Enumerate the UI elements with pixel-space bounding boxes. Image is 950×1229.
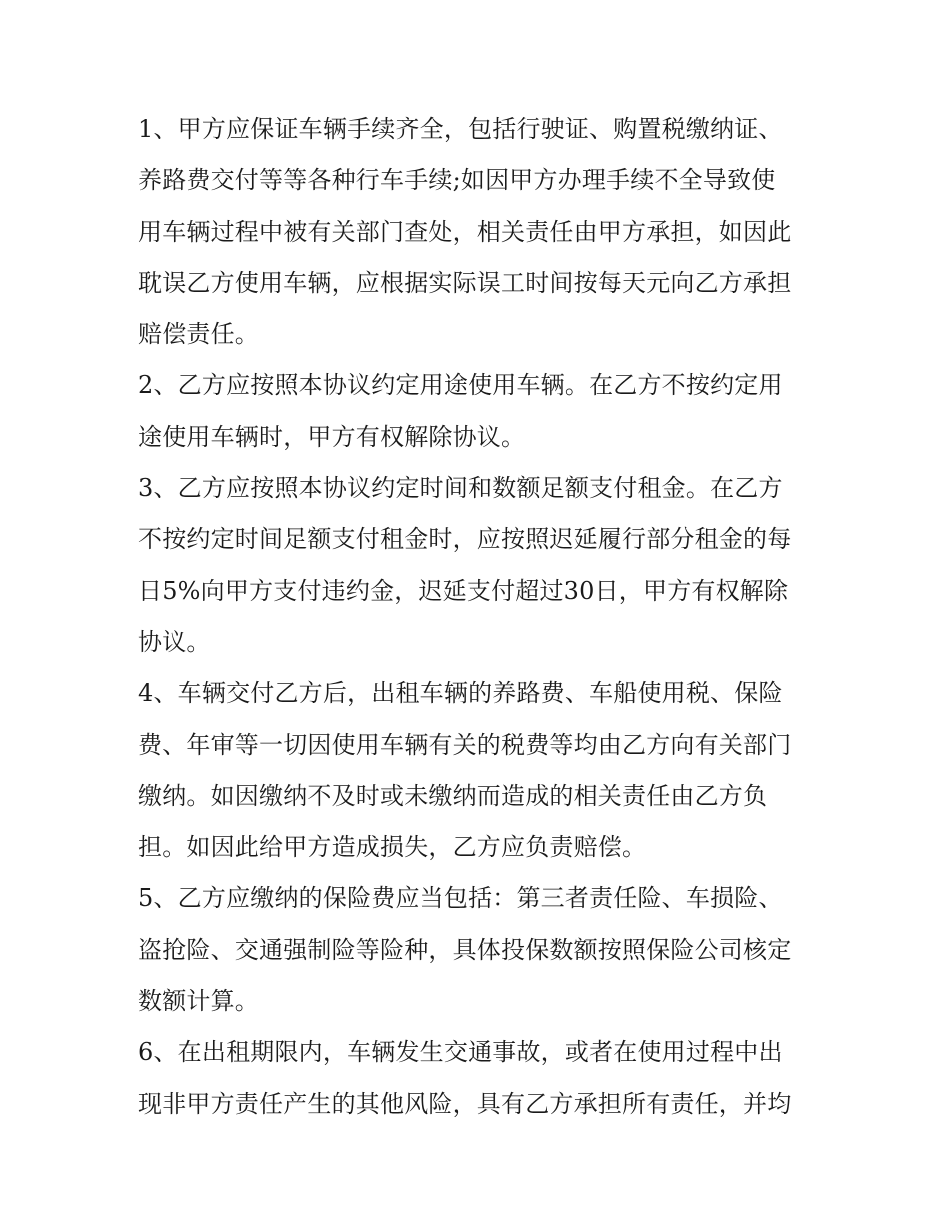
text-line: 协议。 <box>138 627 211 656</box>
text-line: 2、乙方应按照本协议约定用途使用车辆。在乙方不按约定用 <box>138 371 783 400</box>
text-line: 用车辆过程中被有关部门查处，相关责任由甲方承担，如因此 <box>138 217 792 246</box>
text-line: 途使用车辆时，甲方有权解除协议。 <box>138 422 526 451</box>
text-line: 6、在出租期限内，车辆发生交通事故，或者在使用过程中出 <box>138 1038 783 1067</box>
text-line: 日5%向甲方支付违约金，迟延支付超过30日，甲方有权解除 <box>138 576 789 605</box>
text-line: 盗抢险、交通强制险等险种，具体投保数额按照保险公司核定 <box>138 935 792 964</box>
text-line: 缴纳。如因缴纳不及时或未缴纳而造成的相关责任由乙方负 <box>138 781 768 810</box>
text-line: 4、车辆交付乙方后，出租车辆的养路费、车船使用税、保险 <box>138 679 783 708</box>
text-line: 不按约定时间足额支付租金时，应按照迟延履行部分租金的每 <box>138 525 792 554</box>
text-line: 数额计算。 <box>138 987 259 1016</box>
text-line: 现非甲方责任产生的其他风险，具有乙方承担所有责任，并均 <box>138 1089 792 1118</box>
text-line: 1、甲方应保证车辆手续齐全，包括行驶证、购置税缴纳证、 <box>138 115 783 143</box>
text-line: 耽误乙方使用车辆，应根据实际误工时间按每天元向乙方承担 <box>138 268 792 297</box>
text-line: 3、乙方应按照本协议约定时间和数额足额支付租金。在乙方 <box>138 474 783 503</box>
text-line: 赔偿责任。 <box>138 320 259 349</box>
text-line: 养路费交付等等各种行车手续;如因甲方办理手续不全导致使 <box>138 166 776 195</box>
text-line: 担。如因此给甲方造成损失，乙方应负责赔偿。 <box>138 833 647 862</box>
text-line: 费、年审等一切因使用车辆有关的税费等均由乙方向有关部门 <box>138 730 792 759</box>
text-line: 5、乙方应缴纳的保险费应当包括：第三者责任险、车损险、 <box>138 884 783 913</box>
document-body <box>138 104 818 1130</box>
